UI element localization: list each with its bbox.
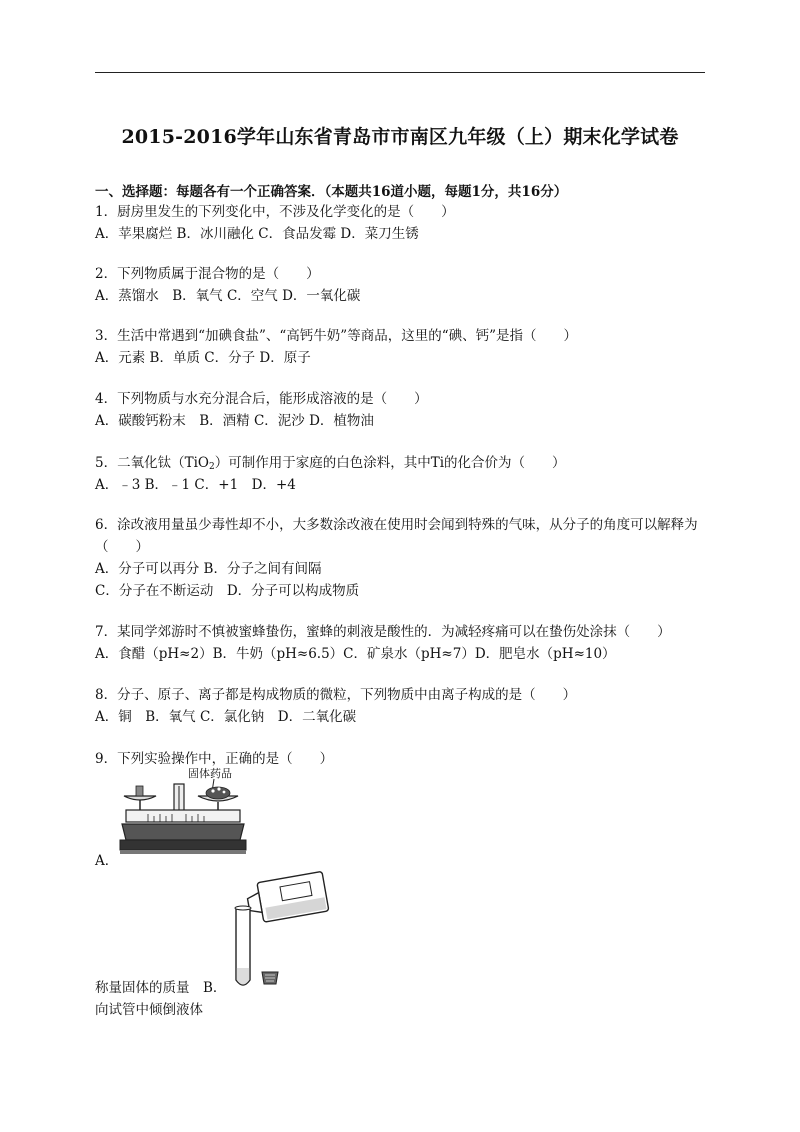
question-1-stem: 1．厨房里发生的下列变化中，不涉及化学变化的是（ ） <box>95 204 455 220</box>
pouring-liquid-figure <box>226 868 332 996</box>
question-5-options: A．﹣3 B．﹣1 C．+1 D．+4 <box>95 477 296 493</box>
question-5-stem-post: ）可制作用于家庭的白色涂料，其中Ti的化合价为（ ） <box>214 455 566 471</box>
question-7-options: A．食醋（pH≈2）B．牛奶（pH≈6.5）C．矿泉水（pH≈7）D．肥皂水（pH≈10） <box>95 646 616 662</box>
question-9-option-a-caption: 称量固体的质量 B． <box>95 980 227 996</box>
question-6-stem: 6．涂改液用量虽少毒性却不小，大多数涂改液在使用时会闻到特殊的气味，从分子的角度可以解释为（ ） <box>95 517 698 555</box>
question-5-stem <box>95 454 566 476</box>
question-5-stem-subscript: 2 <box>208 462 215 472</box>
balance-scale-icon <box>118 766 248 858</box>
question-2-options: A．蒸馏水 B．氧气 C．空气 D．一氧化碳 <box>95 288 361 304</box>
figure-a-label: 固体药品 <box>188 767 232 780</box>
question-9-option-b-caption: 向试管中倾倒液体 <box>95 1002 203 1018</box>
question-9-option-a-marker: A． <box>95 853 119 869</box>
page-title: 2015-2016学年山东省青岛市市南区九年级（上）期末化学试卷 <box>121 126 679 148</box>
question-8-stem: 8．分子、原子、离子都是构成物质的微粒，下列物质中由离子构成的是（ ） <box>95 687 577 703</box>
question-1-options: A．苹果腐烂 B．冰川融化 C．食品发霉 D．菜刀生锈 <box>95 226 419 242</box>
question-4-stem: 4．下列物质与水充分混合后，能形成溶液的是（ ） <box>95 391 428 407</box>
question-9-stem: 9．下列实验操作中，正确的是（ ） <box>95 751 334 767</box>
question-3-stem: 3．生活中常遇到“加碘食盐”、“高钙牛奶”等商品，这里的“碘、钙”是指（ ） <box>95 328 577 344</box>
balance-scale-figure <box>118 766 248 858</box>
top-rule <box>95 72 705 73</box>
question-5-stem-pre: 5．二氧化钛（TiO <box>95 455 209 471</box>
question-6-options-row-1: A．分子可以再分 B．分子之间有间隔 <box>95 561 322 577</box>
question-4-options: A．碳酸钙粉末 B．酒精 C．泥沙 D．植物油 <box>95 413 374 429</box>
question-7-stem: 7．某同学郊游时不慎被蜜蜂蛰伤，蜜蜂的刺液是酸性的．为减轻疼痛可以在蛰伤处涂抹（ ） <box>95 624 671 640</box>
question-8-options: A．铜 B．氧气 C．氯化钠 D．二氧化碳 <box>95 709 357 725</box>
question-6-options-row-2: C．分子在不断运动 D．分子可以构成物质 <box>95 583 360 599</box>
question-2-stem: 2．下列物质属于混合物的是（ ） <box>95 266 320 282</box>
reagent-bottle-and-test-tube-icon <box>226 868 332 996</box>
section-heading: 一、选择题：每题各有一个正确答案．（本题共16道小题，每题1分，共16分） <box>95 184 568 200</box>
question-3-options: A．元素 B．单质 C．分子 D．原子 <box>95 350 311 366</box>
